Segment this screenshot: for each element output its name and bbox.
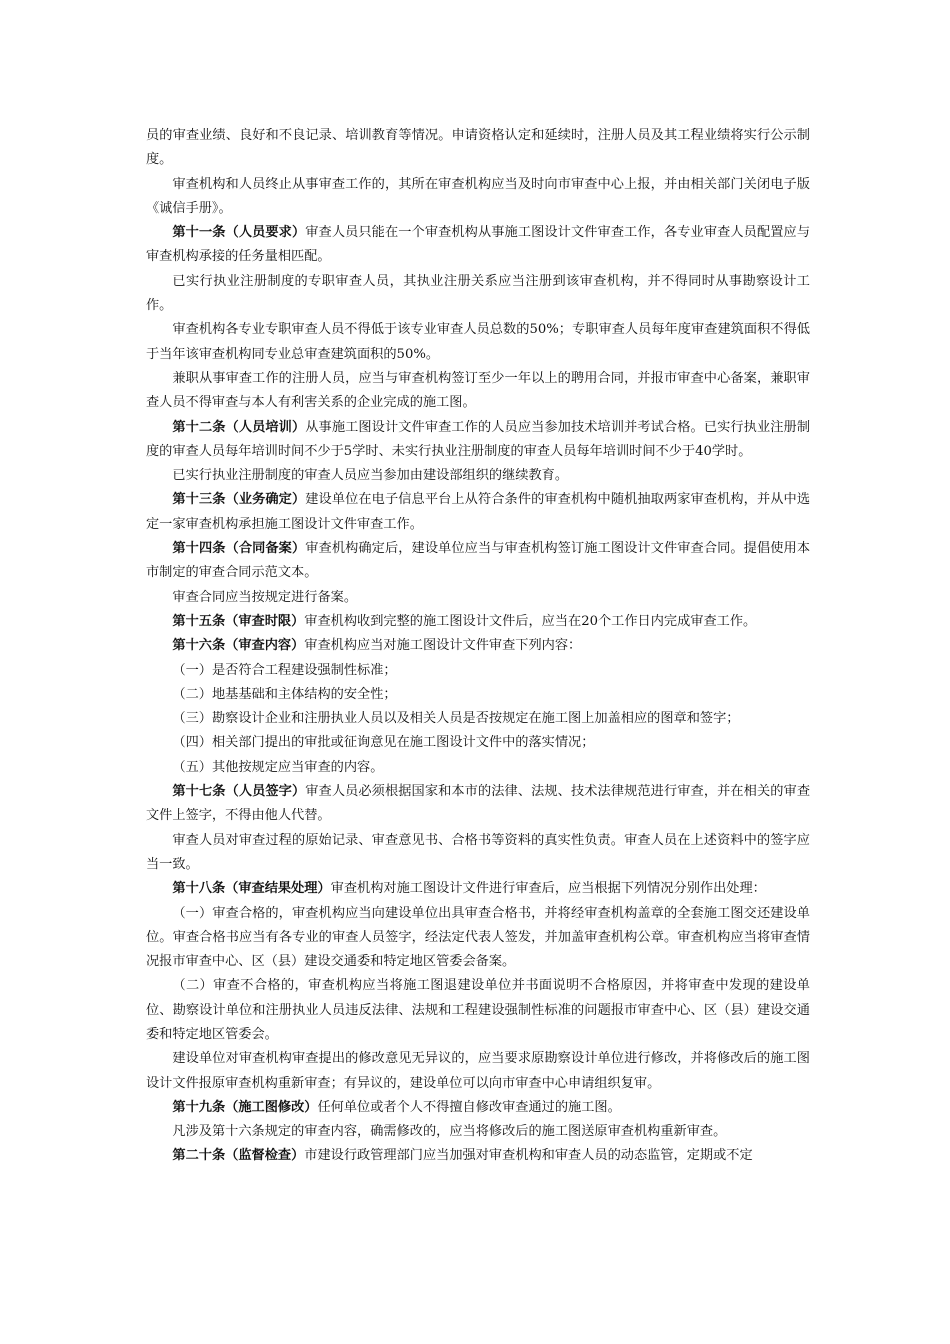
article-paragraph [146,416,810,465]
article-paragraph [146,488,810,537]
paragraph-text: 已实行执业注册制度的审查人员应当参加由建设部组织的继续教育。 [172,468,569,484]
paragraph [146,731,810,755]
paragraph-text: 市建设行政管理部门应当加强对审查机构和审查人员的动态监管，定期或不定 [304,1148,753,1164]
paragraph [146,464,810,488]
paragraph [146,586,810,610]
paragraph [146,659,810,683]
paragraph-text: （五）其他按规定应当审查的内容。 [172,759,384,775]
document-body [146,124,810,1169]
paragraph-text: 审查人员只能在一个审查机构从事施工图设计文件审查工作，各专业审查人员配置应与审查机构承接的任务量相匹配。 [146,225,811,265]
article-title: 第十九条（施工图修改） [172,1099,318,1115]
article-title: 第十八条（审查结果处理） [172,881,331,897]
paragraph-text: （二）地基基础和主体结构的安全性； [172,686,397,702]
paragraph-text: 审查机构应当对施工图设计文件审查下列内容： [304,638,582,654]
article-title: 第十七条（人员签字） [172,784,306,800]
article-title: 第十六条（审查内容） [172,638,305,654]
article-paragraph [146,634,810,658]
paragraph-text: 审查机构收到完整的施工图设计文件后，应当在20个工作日内完成审查工作。 [304,613,757,629]
paragraph-text: （四）相关部门提出的审批或征询意见在施工图设计文件中的落实情况； [172,735,595,751]
paragraph-text: 审查机构各专业专职审查人员不得低于该专业审查人员总数的50%；专职审查人员每年度审查建筑面积不得低于当年该审查机构同专业总审查建筑面积的50%。 [146,322,810,362]
article-paragraph [146,221,810,270]
article-paragraph [146,610,810,634]
paragraph-text: 建设单位在电子信息平台上从符合条件的审查机构中随机抽取两家审查机构，并从中选定一家审查机构承担施工图设计文件审查工作。 [146,492,811,532]
paragraph [146,707,810,731]
paragraph [146,1120,810,1144]
paragraph [146,974,810,1047]
article-paragraph [146,1096,810,1120]
paragraph-text: 已实行执业注册制度的专职审查人员，其执业注册关系应当注册到该审查机构，并不得同时从事勘察设计工作。 [146,273,810,314]
paragraph-text: （一）审查合格的，审查机构应当向建设单位出具审查合格书，并将经审查机构盖章的全套施工图交还建设单位。审查合格书应当有各专业的审查人员签字，经法定代表人签发，并加盖审查机构公章。审查机构应当将审查情况报市审查中心、区（县）建设交通委和特定地区管委会备案。 [146,905,810,970]
paragraph [146,318,810,367]
paragraph [146,756,810,780]
paragraph-text: 从事施工图设计文件审查工作的人员应当参加技术培训并考试合格。已实行执业注册制度的审查人员每年培训时间不少于5学时、未实行执业注册制度的审查人员每年培训时间不少于40学时。 [146,419,811,459]
paragraph-text: 审查机构对施工图设计文件进行审查后，应当根据下列情况分别作出处理： [330,881,766,897]
paragraph [146,902,810,975]
paragraph-text: （三）勘察设计企业和注册执业人员以及相关人员是否按规定在施工图上加盖相应的图章和签字； [172,711,740,727]
paragraph-text: 凡涉及第十六条规定的审查内容，确需修改的，应当将修改后的施工图送原审查机构重新审查。 [172,1124,727,1140]
paragraph [146,829,810,878]
paragraph-text: 员的审查业绩、良好和不良记录、培训教育等情况。申请资格认定和延续时，注册人员及其工程业绩将实行公示制度。 [146,128,810,168]
paragraph [146,1047,810,1096]
article-paragraph [146,1144,810,1168]
article-paragraph [146,780,810,829]
paragraph-text: 建设单位对审查机构审查提出的修改意见无异议的，应当要求原勘察设计单位进行修改，并将修改后的施工图设计文件报原审查机构重新审查；有异议的，建设单位可以向市审查中心申请组织复审。 [146,1051,810,1091]
paragraph [146,683,810,707]
paragraph-text: 任何单位或者个人不得擅自修改审查通过的施工图。 [317,1099,621,1115]
article-title: 第十五条（审查时限） [172,613,305,629]
article-title: 第十一条（人员要求） [172,225,306,241]
paragraph [146,173,810,222]
article-paragraph [146,537,810,586]
paragraph [146,124,810,173]
paragraph-text: 审查人员必须根据国家和本市的法律、法规、技术法律规范进行审查，并在相关的审查文件上签字，不得由他人代替。 [146,784,811,824]
article-title: 第二十条（监督检查） [172,1148,305,1164]
paragraph-text: 兼职从事审查工作的注册人员，应当与审查机构签订至少一年以上的聘用合同，并报市审查中心备案，兼职审查人员不得审查与本人有利害关系的企业完成的施工图。 [146,370,810,411]
paragraph-text: （二）审查不合格的，审查机构应当将施工图退建设单位并书面说明不合格原因，并将审查中发现的建设单位、勘察设计单位和注册执业人员违反法律、法规和工程建设强制性标准的问题报市审查中心、区（县）建设交通委和特定地区管委会。 [146,978,810,1042]
paragraph [146,367,810,416]
article-title: 第十四条（合同备案） [172,541,306,557]
article-title: 第十二条（人员培训） [172,419,306,435]
article-paragraph [146,877,810,901]
article-title: 第十三条（业务确定） [172,492,306,508]
paragraph-text: 审查合同应当按规定进行备案。 [172,589,358,605]
paragraph [146,270,810,319]
paragraph-text: 审查机构确定后，建设单位应当与审查机构签订施工图设计文件审查合同。提倡使用本市制定的审查合同示范文本。 [146,541,811,581]
paragraph-text: 审查机构和人员终止从事审查工作的，其所在审查机构应当及时向市审查中心上报，并由相关部门关闭电子版《诚信手册》。 [146,176,810,216]
paragraph-text: 审查人员对审查过程的原始记录、审查意见书、合格书等资料的真实性负责。审查人员在上述资料中的签字应当一致。 [146,832,810,872]
paragraph-text: （一）是否符合工程建设强制性标准； [172,662,397,678]
